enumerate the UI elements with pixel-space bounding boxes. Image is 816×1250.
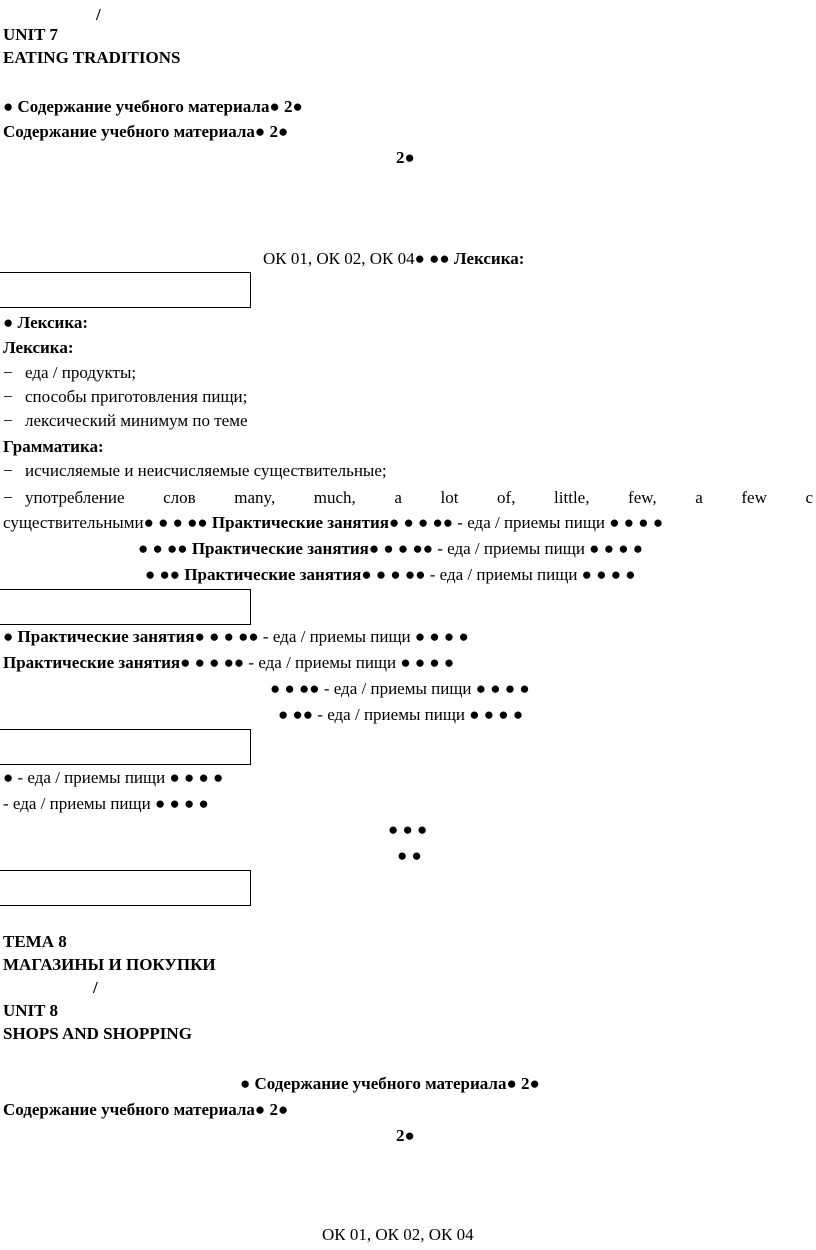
grammar-item-justified: − употребление слов many, much, a lot of, little, few, a few с (3, 488, 813, 507)
content2-line-3: 2● (396, 1126, 415, 1145)
practice-row-9: - еда / приемы пищи ● ● ● ● (3, 794, 209, 813)
empty-box-4 (0, 870, 251, 906)
tema8-title: ТЕМА 8 (3, 932, 67, 951)
practice-row-1: существительными● ● ● ●● Практические занятия● ● ● ●● - еда / приемы пищи ● ● ● ● (3, 513, 664, 532)
content2-line-1: ● Содержание учебного материала● 2● (240, 1074, 540, 1093)
unit7-title: UNIT 7 (3, 25, 58, 44)
content-line-3: 2● (396, 148, 415, 167)
practice-row-8: ● - еда / приемы пищи ● ● ● ● (3, 768, 224, 787)
grammar-item: − исчисляемые и неисчисляемые существительные; (3, 461, 387, 480)
practice-row-4: ● Практические занятия● ● ● ●● - еда / приемы пищи ● ● ● ● (3, 627, 469, 646)
empty-box-3 (0, 729, 251, 765)
unit8-subtitle: SHOPS AND SHOPPING (3, 1024, 192, 1043)
lexics-heading: Лексика: (3, 338, 74, 357)
content-line-2: Содержание учебного материала● 2● (3, 122, 289, 141)
practice-row-10: ● ● ● (388, 820, 428, 839)
lexics-item: − еда / продукты; (3, 363, 137, 382)
practice-row-11: ● ● (397, 846, 422, 865)
ok-codes: ОК 01, ОК 02, ОК 04● ●● (263, 249, 450, 268)
unit7-slash: / (96, 5, 101, 24)
lexics-item: − способы приготовления пищи; (3, 387, 248, 406)
ok-lexics-label: Лексика: (453, 249, 525, 268)
content-line-1: ● Содержание учебного материала● 2● (3, 97, 303, 116)
practice-row-3: ● ●● Практические занятия● ● ● ●● - еда / приемы пищи ● ● ● ● (145, 565, 636, 584)
lexics-item: − лексический минимум по теме (3, 411, 248, 430)
tema8-slash: / (93, 978, 98, 997)
practice-row-6: ● ● ●● - еда / приемы пищи ● ● ● ● (270, 679, 530, 698)
ok-bottom: ОК 01, ОК 02, ОК 04 (322, 1225, 474, 1244)
practice-row-5: Практические занятия● ● ● ●● - еда / приемы пищи ● ● ● ● (3, 653, 455, 672)
practice-row-7: ● ●● - еда / приемы пищи ● ● ● ● (278, 705, 524, 724)
empty-box-1 (0, 272, 251, 308)
content2-line-2: Содержание учебного материала● 2● (3, 1100, 289, 1119)
empty-box-2 (0, 589, 251, 625)
unit7-subtitle: EATING TRADITIONS (3, 48, 181, 67)
practice-row-2: ● ● ●● Практические занятия● ● ● ●● - еда / приемы пищи ● ● ● ● (138, 539, 644, 558)
tema8-subtitle: МАГАЗИНЫ И ПОКУПКИ (3, 955, 216, 974)
ok-line (263, 248, 524, 270)
lexics-bullet-heading: ● Лексика: (3, 313, 89, 332)
grammar-heading: Грамматика: (3, 437, 104, 456)
unit8-title: UNIT 8 (3, 1001, 58, 1020)
